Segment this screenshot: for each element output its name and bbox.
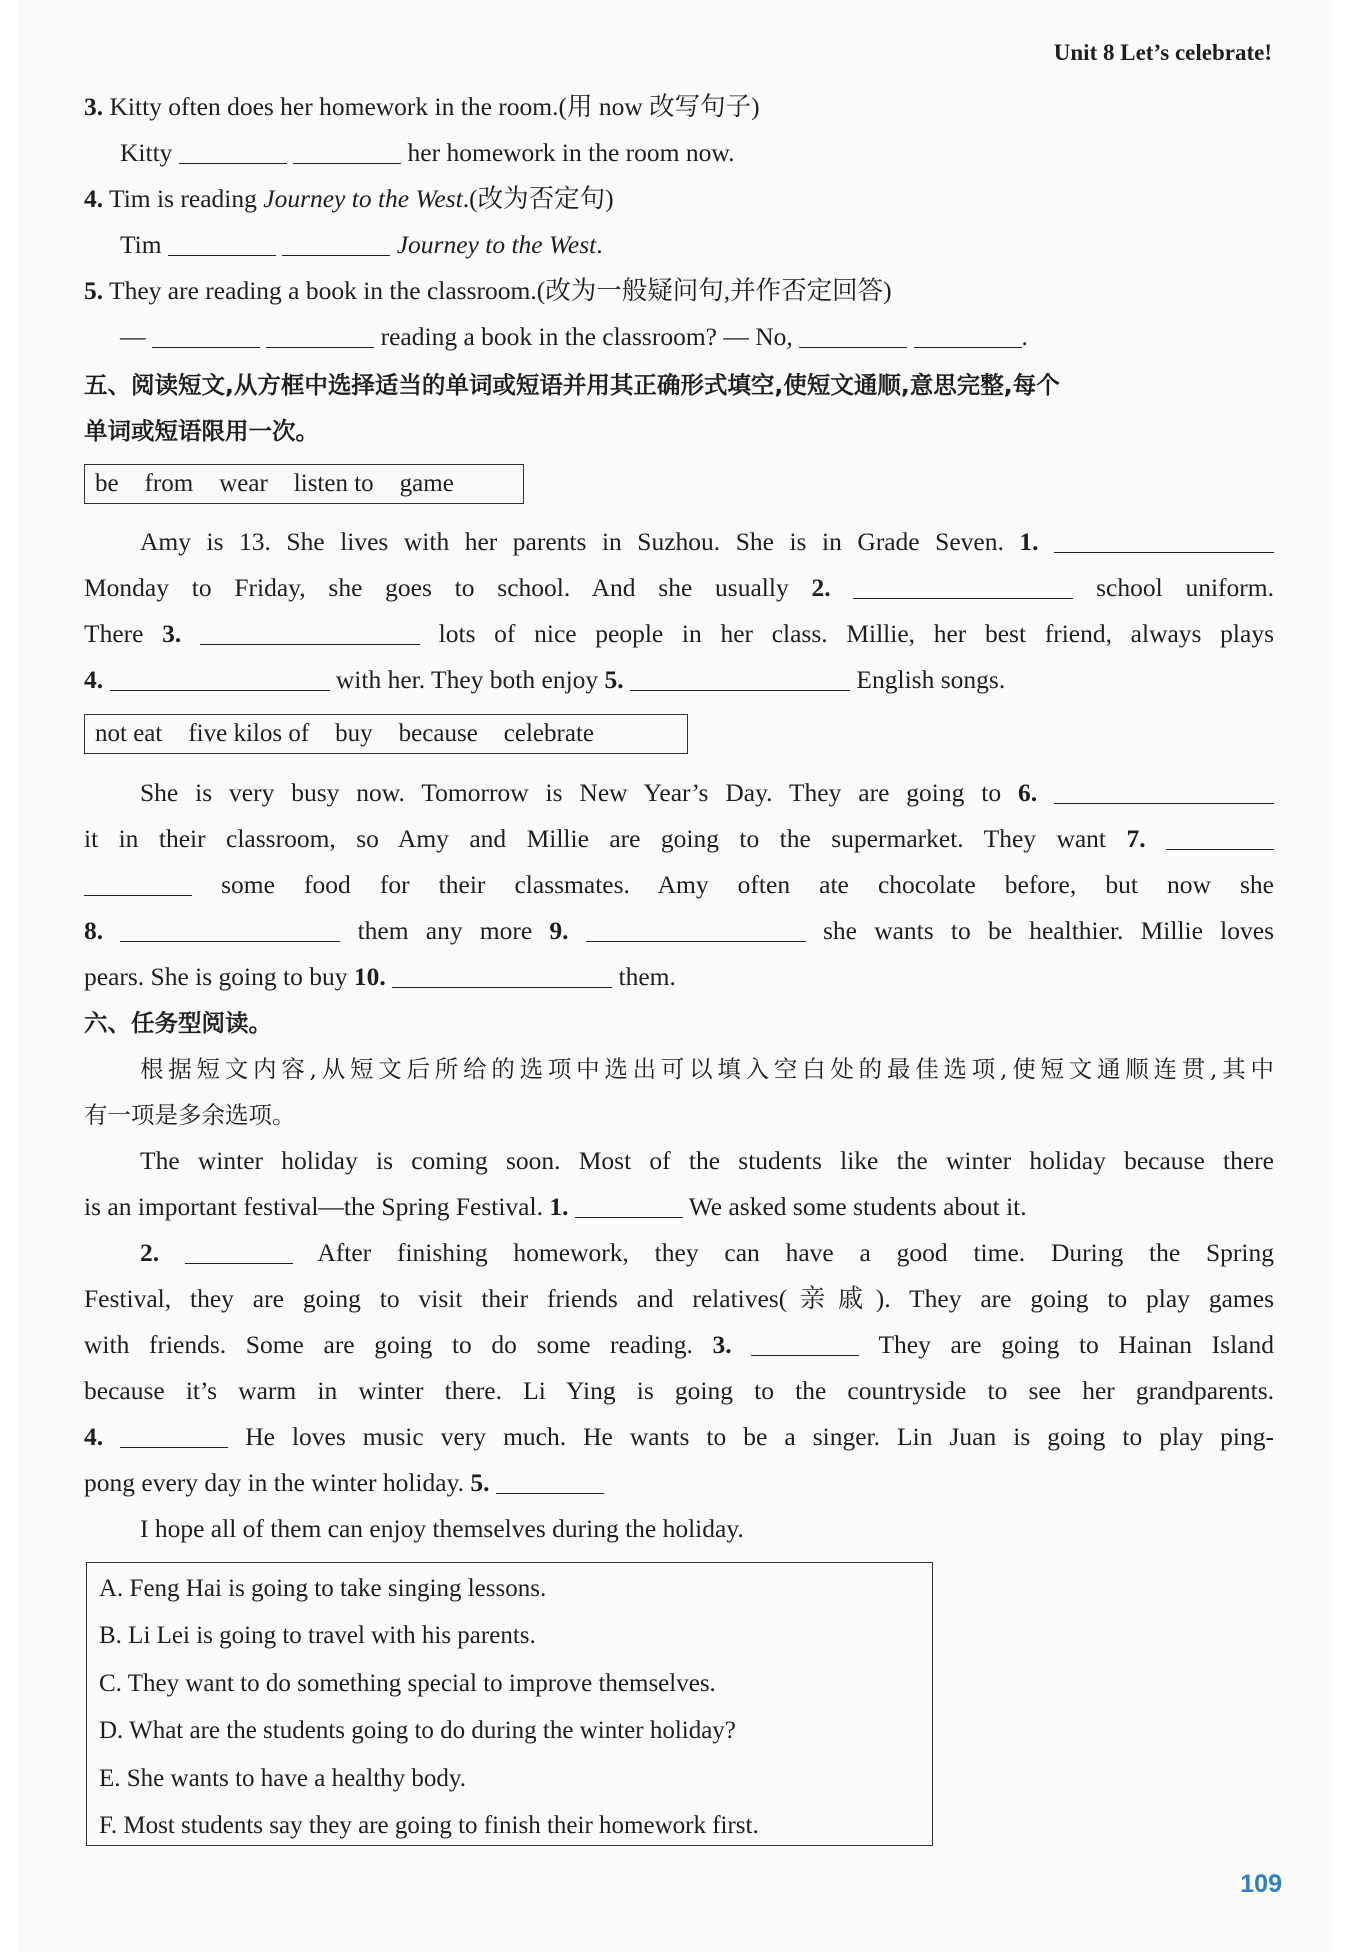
reading-line: I hope all of them can enjoy themselves during the holiday. (140, 1514, 744, 1543)
answer-blank[interactable] (630, 689, 850, 691)
passage-text: She is very busy now. Tomorrow is New Year’s Day. They are going to (140, 778, 1002, 807)
word-option: five kilos of (188, 720, 310, 747)
question-text: .(改为否定句) (462, 184, 614, 213)
passage-text: pong every day in the winter holiday. (84, 1468, 465, 1497)
answer-blank[interactable] (751, 1354, 859, 1356)
reading-line (84, 1414, 1274, 1460)
blank-number: 7. (1126, 824, 1146, 853)
question-number: 3. (84, 92, 104, 121)
answer-blank[interactable] (586, 940, 806, 942)
reading-line (84, 1460, 1274, 1506)
passage-text: school uniform. (1096, 573, 1274, 602)
word-box-1 (84, 464, 524, 504)
passage-2-line (84, 954, 1274, 1000)
passage-1-line (84, 657, 1274, 703)
passage-text: Monday to Friday, she goes to school. And she usually (84, 573, 789, 602)
blank-number: 1. (549, 1192, 569, 1221)
page-number: 109 (1240, 1870, 1282, 1898)
passage-text: with friends. Some are going to do some reading. (84, 1330, 693, 1359)
answer-text: — (120, 322, 152, 351)
answer-blank[interactable] (200, 643, 420, 645)
answer-blank[interactable] (179, 162, 287, 164)
option-b: B. Li Lei is going to travel with his parents. (99, 1622, 536, 1650)
passage-text: There (84, 619, 144, 648)
answer-text: Tim (120, 230, 168, 259)
blank-number: 6. (1017, 778, 1038, 807)
word-option: be (95, 470, 119, 497)
option-e: E. She wants to have a healthy body. (99, 1764, 467, 1792)
passage-2-line (84, 816, 1274, 862)
answer-blank[interactable] (84, 894, 192, 896)
passage-text: lots of nice people in her class. Millie, her best friend, always plays (438, 619, 1274, 648)
page-header: Unit 8 Let’s celebrate! (1053, 40, 1272, 65)
book-title: Journey to the West (263, 184, 463, 213)
blank-number: 4. (84, 665, 104, 694)
question-number: 4. (84, 184, 104, 213)
blank-number: 3. (712, 1330, 732, 1359)
passage-text: is an important festival—the Spring Festival. (84, 1192, 543, 1221)
blank-number: 1. (1019, 527, 1039, 556)
passage-text: some food for their classmates. Amy often ate chocolate before, but now she (221, 870, 1275, 899)
answer-blank[interactable] (152, 346, 260, 348)
question-3 (84, 84, 1274, 130)
passage-text: it in their classroom, so Amy and Millie are going to the supermarket. They want (84, 824, 1107, 853)
passage-text: Amy is 13. She lives with her parents in Suzhou. She is in Grade Seven. (140, 527, 1004, 556)
reading-line (84, 1322, 1274, 1368)
section-5-heading-cont: 单词或短语限用一次。 (84, 417, 319, 445)
blank-number: 3. (162, 619, 182, 648)
answer-blank[interactable] (110, 689, 330, 691)
question-number: 5. (84, 276, 104, 305)
answer-text: reading a book in the classroom? — No, (374, 322, 793, 351)
word-option: not eat (95, 720, 163, 747)
answer-blank[interactable] (293, 162, 401, 164)
passage-text: them. (618, 962, 676, 991)
answer-blank[interactable] (1054, 802, 1274, 804)
passage-text: with her. They both enjoy (335, 665, 599, 694)
word-option: wear (219, 470, 268, 497)
answer-blank[interactable] (168, 254, 276, 256)
passage-1-line (84, 565, 1274, 611)
answer-text: . (596, 230, 603, 259)
answer-blank[interactable] (266, 346, 374, 348)
word-box-2 (84, 714, 688, 754)
blank-number: 10. (353, 962, 386, 991)
answer-blank[interactable] (120, 940, 340, 942)
section-6-instructions-cont: 有一项是多余选项。 (84, 1101, 296, 1129)
passage-text: pears. She is going to buy (84, 962, 348, 991)
passage-text: English songs. (856, 665, 1006, 694)
blank-number: 2. (140, 1238, 160, 1267)
reading-line: because it’s warm in winter there. Li Ying is going to the countryside to see her grandparents. (84, 1376, 1274, 1405)
answer-blank[interactable] (120, 1446, 228, 1448)
word-option: because (398, 720, 478, 747)
blank-number: 5. (470, 1468, 490, 1497)
option-a: A. Feng Hai is going to take singing lessons. (99, 1575, 547, 1602)
blank-number: 9. (549, 916, 569, 945)
book-title: Journey to the West (396, 230, 597, 259)
passage-text: After finishing homework, they can have a good time. During the Spring (317, 1238, 1275, 1267)
passage-1-line (140, 519, 1274, 565)
reading-line: Festival, they are going to visit their friends and relatives(亲戚). They are going to play games (84, 1284, 1274, 1313)
passage-2-line (140, 770, 1274, 816)
option-c: C. They want to do something special to improve themselves. (99, 1669, 716, 1697)
answer-blank[interactable] (1166, 848, 1274, 850)
option-f: F. Most students say they are going to finish their homework first. (99, 1812, 759, 1840)
passage-text: them any more (357, 916, 533, 945)
answer-3 (120, 130, 1274, 176)
blank-number: 8. (84, 916, 104, 945)
answer-4 (120, 222, 1274, 268)
section-6-heading: 六、任务型阅读。 (84, 1009, 272, 1037)
question-text: Kitty often does her homework in the room.(用 now 改写句子) (103, 92, 760, 121)
answer-blank[interactable] (799, 346, 907, 348)
blank-number: 5. (604, 665, 624, 694)
passage-text: We asked some students about it. (688, 1192, 1027, 1221)
question-5 (84, 268, 1274, 314)
answer-text: Kitty (120, 138, 179, 167)
reading-line (140, 1230, 1274, 1276)
answer-blank[interactable] (282, 254, 390, 256)
answer-text: . (1021, 322, 1028, 351)
word-option: from (144, 470, 194, 497)
answer-blank[interactable] (1054, 551, 1274, 553)
blank-number: 4. (84, 1422, 104, 1451)
answer-blank[interactable] (914, 346, 1022, 348)
question-4 (84, 176, 1274, 222)
passage-1-line (84, 611, 1274, 657)
blank-number: 2. (811, 573, 831, 602)
question-text: They are reading a book in the classroom.(改为一般疑问句,并作否定回答) (103, 276, 892, 305)
word-option: celebrate (503, 720, 594, 747)
reading-line (84, 1184, 1274, 1230)
answer-5 (120, 314, 1274, 360)
word-option: buy (335, 720, 373, 747)
section-5-heading: 五、阅读短文,从方框中选择适当的单词或短语并用其正确形式填空,使短文通顺,意思完整,每个 (84, 371, 1060, 399)
answer-blank[interactable] (392, 986, 612, 988)
reading-line: The winter holiday is coming soon. Most of the students like the winter holiday because there (140, 1146, 1274, 1175)
word-option: game (399, 470, 454, 497)
answer-blank[interactable] (496, 1492, 604, 1494)
answer-blank[interactable] (185, 1262, 293, 1264)
question-text: Tim is reading (103, 184, 264, 213)
options-box (86, 1562, 933, 1846)
option-d: D. What are the students going to do during the winter holiday? (99, 1717, 736, 1745)
answer-blank[interactable] (575, 1216, 683, 1218)
word-option: listen to (293, 470, 374, 497)
answer-text: her homework in the room now. (407, 138, 735, 167)
passage-2-line (84, 862, 1274, 908)
answer-blank[interactable] (853, 597, 1073, 599)
passage-text: They are going to Hainan Island (878, 1330, 1275, 1359)
passage-text: He loves music very much. He wants to be a singer. Lin Juan is going to play ping- (245, 1422, 1274, 1451)
passage-2-line (84, 908, 1274, 954)
section-6-instructions: 根据短文内容,从短文后所给的选项中选出可以填入空白处的最佳选项,使短文通顺连贯,其中 (140, 1055, 1274, 1083)
passage-text: she wants to be healthier. Millie loves (822, 916, 1275, 945)
